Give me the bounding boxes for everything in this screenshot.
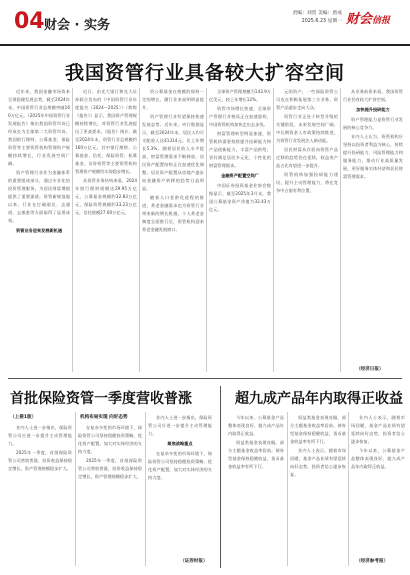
bottom-right-headline: 超九成产品年内取得正收益: [235, 391, 403, 407]
paragraph: 2025年一季度，首批保险资管公司营收普涨，投资收益保持稳定增长，资产管理规模稳步扩大。: [8, 450, 72, 471]
paragraph: 业内人士表示，随着市场回暖，基金产品业绩有望延续向好态势，投资者信心逐步恢复。: [351, 415, 405, 444]
column-divider: [145, 412, 146, 566]
subheading: 金融资产配置空间广: [221, 173, 259, 178]
paragraph: 业内人士认为，资管机构应坚持以投资者利益为核心，持续提升投研能力、风险管理能力和服务能力，推动行业高质量发展，更好服务实体经济和居民财富管理需求。: [343, 134, 403, 179]
bottom-left-headline: 首批保险资管一季度营收普涨: [10, 391, 192, 407]
top-story-col-5: [276, 88, 338, 372]
bottom-right-col-3: [351, 414, 405, 554]
top-story-headline: 我国资管行业具备较大扩容空间: [64, 62, 345, 84]
paragraph: 财富管理转型明显加速，资管机构需要持续提升投研能力和产品创新能力，丰富产品供给，更好满足居民多元化、个性化的财富管理需求。: [209, 131, 271, 168]
subheading: 加快提升投研能力: [356, 107, 390, 112]
paragraph: 随着人口老龄化进程的推进，养老金融需求也为资管行业带来新的增长机遇。个人养老金制度全面推行后，资管机构迎来养老金融发展窗口。: [142, 195, 204, 232]
top-story-col-6: [343, 88, 403, 364]
paragraph: 中国证券投资基金业协会数据显示，截至2025年3月末，我国公募基金资产净值为32.43万亿元。: [209, 183, 271, 212]
section-divider: [8, 378, 402, 379]
paragraph: 今年以来，公募基金产品整体表现良好，超九成产品年内取得正收益。: [228, 415, 284, 436]
paragraph: 权益类基金表现亮眼，部分主题基金收益率居前。债券型基金保持稳健收益，货币基金收益率有所下行。: [228, 440, 284, 469]
bottom-left-byline: （上接1版）: [10, 415, 37, 420]
bottom-right-signature: （经济参考报）: [356, 559, 389, 564]
masthead-info-line2: 2025.6.23 星期一: [301, 19, 342, 24]
subheading: 聚焦战略重点: [167, 441, 193, 446]
paragraph: 资产管理行业有望保持快速发展态势。近年来，央行数据显示，截至2024年末，居民人均可支配收入达41314元，比上年增长5.3%。随着居民收入水平提高，财富管理需求不断释放，居民资产配置结构正在加速优化调整。居民资产配置从房地产逐步向金融资产转移的趋势日益明显。: [142, 114, 204, 191]
paragraph: 在复杂多变的市场环境下，保险资管公司坚持稳健投资策略，优化资产配置，加大对实体经济的支持力度。: [78, 425, 142, 454]
column-divider: [206, 88, 207, 372]
paragraph: 资公募基金在规模的保持一定的增长，随行业来说明明显提升。: [142, 89, 204, 110]
paragraph: 资产管理行业作为金融体系的重要组成部分，通过专业化的投资管理服务，为居民财富增值提供了重要渠道。资管新规落地以来，行业在打破刚兑、去通道、去嵌套等方面取得了显著成效。: [8, 170, 70, 223]
bottom-left-signature: （证券时报）: [180, 559, 208, 564]
page-header: [0, 0, 410, 46]
masthead-info-line1: 责编：刘贺 美编：唐成: [292, 11, 342, 16]
column-divider: [139, 88, 140, 372]
paragraph: 业内人士表示，随着市场回暖，基金产品业绩有望延续向好态势，投资者信心逐步恢复。: [290, 448, 346, 477]
masthead-info: [258, 10, 342, 26]
masthead-logo: [346, 8, 390, 27]
paragraph: 从业务前景来看，我国资管行业仍有较大扩容空间。: [343, 89, 403, 102]
subheading: 资管业务迎来发展新机遇: [15, 228, 63, 233]
paragraph: 元的资产，一些保险资管公司也在积极拓展第三方业务，资管产品逐步走向大众。: [276, 89, 338, 110]
paragraph: 从资管业务结构来看，2024年银行理财规模达29.95万亿元，公募基金规模约32.83万亿元，保险资管规模约33.23万亿元，信托规模27.00万亿元。: [75, 178, 137, 215]
bottom-left-col-2: [78, 424, 142, 564]
paragraph: 近日，由光大银行和光大证券联合发布的《中国资管行业年度报告（2024—2025）》（简称《报告》）显示，我国资产管理规模持续增长，对资管行业发展提出了更高要求。《报告》统计，截至2024年末，资管行业总规模约160万亿元，其中银行理财、公募基金、信托、保险资管、私募基金、证券资管等主要资管机构管理资产规模均实现稳步增长。: [75, 89, 137, 174]
bottom-left-col-3: [148, 414, 212, 554]
column-divider: [348, 412, 349, 566]
paragraph: 在复杂多变的市场环境下，保险资管公司坚持稳健投资策略，优化资产配置，加大对实体经济的支持力度。: [148, 451, 212, 480]
paragraph: 权益类基金表现亮眼，部分主题基金收益率居前。债券型基金保持稳健收益，货币基金收益率有所下行。: [290, 415, 346, 444]
top-story-col-3: [142, 88, 204, 372]
bottom-right-col-1: [228, 414, 284, 564]
paragraph: 全球资产管理规模为143.9万亿美元，较上年增长12%。: [209, 89, 271, 102]
paragraph: 资管市场增长快速，全球资产管理行业格局正在加速重构，中国资管机构加快走出去步伐。: [209, 106, 271, 127]
column-divider: [340, 88, 341, 372]
column-divider: [273, 88, 274, 372]
page-number: 04: [14, 9, 45, 34]
section-title: 财会 · 实务: [44, 18, 110, 33]
top-story-col-1: [8, 88, 70, 372]
bottom-right-col-2: [290, 414, 346, 564]
paragraph: 资产管理能力是资管行业发展的核心竞争力。: [343, 117, 403, 130]
top-story-signature: （经济日报）: [356, 367, 384, 372]
top-story-col-4: [209, 88, 271, 372]
column-divider: [287, 412, 288, 566]
bottom-left-col-1: [8, 424, 72, 564]
paragraph: 资管行业正处于转型升级的关键阶段，未来发展空间广阔。中长期资金入市政策持续推进，为资管行业发展注入新动能。: [276, 114, 338, 143]
paragraph: 资管机构加强投研能力建设，提升主动管理能力，将在竞争中占据有利位置。: [276, 172, 338, 193]
top-story-col-2: [75, 88, 137, 372]
paragraph: 业内人士进一步指出，保险资管公司应进一步提升主动管理能力。: [148, 415, 212, 436]
masthead-logo-sub: 信报: [372, 16, 391, 26]
paragraph: 近年来，我国金融市场资本呈现稳健发展态势，截至2024年末，中国资管行业总规模突破160万亿元。《2025年中国资管行业发展报告》指出我国资管市场已经成长为全球第二大资管市场，我国银行理财、公募基金、保险资管等主要资管机构管理资产规模持续增长，行业发展空间广阔。: [8, 89, 70, 166]
article-divider: [220, 386, 221, 568]
column-divider: [75, 412, 76, 566]
column-divider: [72, 88, 73, 372]
masthead-logo-main: 财会: [346, 12, 373, 27]
paragraph: 居民财富从存款向资管产品迁移的趋势仍在延续，权益类产品占比有望进一步提升。: [276, 147, 338, 168]
paragraph: 今年以来，公募基金产品整体表现良好，超九成产品年内取得正收益。: [351, 448, 405, 469]
paragraph: 2025年一季度，首批保险资管公司营收普涨，投资收益保持稳定增长，资产管理规模稳步扩大。: [78, 458, 142, 479]
bottom-left-category: 机构布局实现 向好态势: [80, 415, 128, 420]
paragraph: 业内人士进一步指出，保险资管公司应进一步提升主动管理能力。: [8, 425, 72, 446]
